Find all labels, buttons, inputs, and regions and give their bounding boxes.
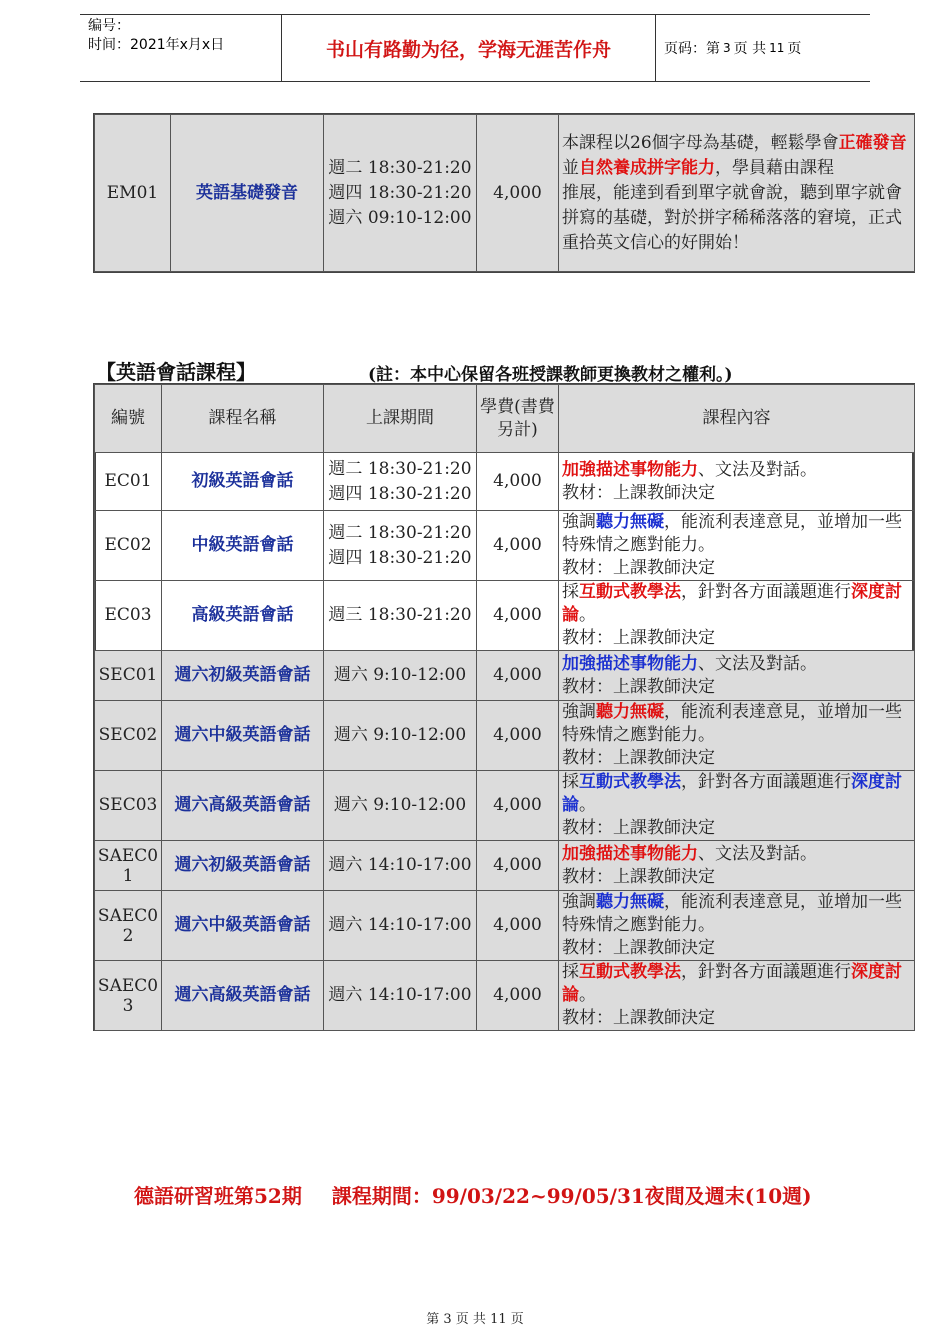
course-code: SEC01 bbox=[95, 651, 162, 701]
course-schedule bbox=[324, 453, 477, 511]
desc-paragraph bbox=[562, 653, 912, 676]
desc-highlight: 深度討論 bbox=[562, 582, 902, 625]
desc-paragraph bbox=[562, 581, 912, 627]
course-code: SEC03 bbox=[95, 771, 162, 841]
header-code: 編號 bbox=[95, 385, 162, 453]
desc-highlight: 加強描述事物能力 bbox=[562, 459, 698, 480]
table-row bbox=[95, 453, 915, 511]
table-row bbox=[95, 891, 915, 961]
table-row bbox=[95, 961, 915, 1031]
desc-paragraph bbox=[562, 701, 912, 747]
desc-text: 、文法及對話。 bbox=[698, 653, 817, 674]
desc-text: 並 bbox=[562, 157, 579, 178]
material-note: 教材：上課教師決定 bbox=[562, 818, 715, 838]
desc-text: ，能流利表達意見，並增加一些特殊情之應對能力。 bbox=[562, 892, 902, 935]
desc-text: ，能流利表達意見，並增加一些特殊情之應對能力。 bbox=[562, 702, 902, 745]
table-row bbox=[95, 511, 915, 581]
conversation-course-table bbox=[94, 384, 915, 1031]
schedule-line: 週六 9:10-12:00 bbox=[333, 795, 467, 815]
desc-paragraph bbox=[562, 843, 912, 866]
course-description bbox=[559, 771, 915, 841]
page-header bbox=[80, 14, 870, 82]
course-fee: 4,000 bbox=[477, 581, 559, 651]
desc-highlight: 聽力無礙 bbox=[596, 512, 664, 532]
desc-paragraph bbox=[562, 961, 912, 1007]
header-fee: 學費(書費另計) bbox=[477, 385, 559, 453]
course-schedule bbox=[324, 115, 477, 272]
table-row bbox=[95, 581, 915, 651]
desc-highlight: 聽力無礙 bbox=[596, 892, 664, 912]
course-fee: 4,000 bbox=[477, 115, 559, 272]
course-name: 週六高級英語會話 bbox=[162, 961, 324, 1031]
course-fee: 4,000 bbox=[477, 771, 559, 841]
footer-mid: 页 共 bbox=[455, 1312, 486, 1327]
course-schedule bbox=[324, 841, 477, 891]
course-fee: 4,000 bbox=[477, 651, 559, 701]
table-header-row bbox=[95, 385, 915, 453]
schedule-line: 週三 18:30-21:20 bbox=[328, 605, 472, 625]
page-current: 3 bbox=[723, 41, 731, 55]
desc-paragraph bbox=[562, 511, 912, 557]
course-code: SAEC01 bbox=[95, 841, 162, 891]
course-name: 週六中級英語會話 bbox=[162, 891, 324, 961]
material-note: 教材：上課教師決定 bbox=[562, 866, 715, 887]
material-note: 教材：上課教師決定 bbox=[562, 482, 715, 503]
section-title: 【英語會話課程】 bbox=[96, 360, 256, 384]
course-description bbox=[559, 651, 915, 701]
course-fee: 4,000 bbox=[477, 891, 559, 961]
schedule-line: 週二 18:30-21:20 bbox=[328, 157, 472, 178]
page-total: 11 bbox=[769, 41, 785, 55]
course-schedule bbox=[324, 771, 477, 841]
course-code: EC02 bbox=[95, 511, 162, 581]
course-description bbox=[559, 453, 915, 511]
desc-text: 採 bbox=[562, 772, 579, 792]
course-name: 高級英語會話 bbox=[162, 581, 324, 651]
desc-highlight: 互動式教學法 bbox=[579, 772, 681, 792]
section-note: (註：本中心保留各班授課教師更換教材之權利。) bbox=[368, 365, 733, 385]
desc-text: 採 bbox=[562, 962, 579, 982]
german-course-title: 德語研習班第52期 bbox=[134, 1184, 302, 1208]
page-suffix: 页 bbox=[787, 41, 802, 57]
course-name: 週六高級英語會話 bbox=[162, 771, 324, 841]
course-description bbox=[559, 891, 915, 961]
desc-text: 、文法及對話。 bbox=[698, 843, 817, 864]
course-fee: 4,000 bbox=[477, 841, 559, 891]
table-row bbox=[95, 841, 915, 891]
desc-text: ，學員藉由課程 bbox=[715, 157, 834, 178]
table-row bbox=[95, 701, 915, 771]
desc-text: 、文法及對話。 bbox=[698, 459, 817, 480]
desc-text: 強調 bbox=[562, 702, 596, 722]
footer-total: 11 bbox=[490, 1312, 507, 1327]
header-page-info bbox=[656, 15, 870, 81]
material-note: 教材：上課教師決定 bbox=[562, 558, 715, 578]
desc-text: 強調 bbox=[562, 512, 596, 532]
header-name: 課程名稱 bbox=[162, 385, 324, 453]
course-schedule bbox=[324, 511, 477, 581]
course-description bbox=[559, 581, 915, 651]
course-fee: 4,000 bbox=[477, 961, 559, 1031]
desc-paragraph bbox=[562, 891, 912, 937]
desc-paragraph bbox=[562, 459, 912, 482]
desc-text: 強調 bbox=[562, 892, 596, 912]
desc-text: 採 bbox=[562, 582, 579, 602]
desc-highlight: 聽力無礙 bbox=[596, 702, 664, 722]
schedule-line: 週六 14:10-17:00 bbox=[328, 985, 472, 1005]
desc-text: ，針對各方面議題進行 bbox=[681, 582, 851, 602]
course-name: 週六中級英語會話 bbox=[162, 701, 324, 771]
course-schedule bbox=[324, 651, 477, 701]
desc-highlight: 正確發音 bbox=[838, 132, 907, 153]
footer-current: 3 bbox=[443, 1312, 452, 1327]
material-note: 教材：上課教師決定 bbox=[562, 938, 715, 958]
course-code: SAEC03 bbox=[95, 961, 162, 1031]
desc-text: 。 bbox=[579, 985, 596, 1005]
course-description bbox=[559, 511, 915, 581]
schedule-line: 週四 18:30-21:20 bbox=[328, 483, 472, 504]
course-name: 週六初級英語會話 bbox=[162, 841, 324, 891]
course-name: 週六初級英語會話 bbox=[162, 651, 324, 701]
schedule-line: 週二 18:30-21:20 bbox=[328, 458, 472, 479]
desc-highlight: 深度討論 bbox=[562, 962, 902, 1005]
desc-text: 推展，能達到看到單字就會說，聽到單字就會拼寫的基礎，對於拼字稀稀落落的窘境，正式重拾英文信心的好開始！ bbox=[562, 182, 902, 253]
schedule-line: 週四 18:30-21:20 bbox=[328, 182, 472, 203]
course-code: EC01 bbox=[95, 453, 162, 511]
course-schedule bbox=[324, 701, 477, 771]
header-period: 上課期間 bbox=[324, 385, 477, 453]
footer-suffix: 页 bbox=[510, 1312, 524, 1327]
schedule-line: 週六 9:10-12:00 bbox=[333, 665, 467, 685]
desc-highlight: 互動式教學法 bbox=[579, 582, 681, 602]
course-code: SEC02 bbox=[95, 701, 162, 771]
german-course-line bbox=[134, 1180, 812, 1209]
course-schedule bbox=[324, 961, 477, 1031]
header-meta bbox=[80, 15, 282, 81]
desc-highlight: 互動式教學法 bbox=[579, 962, 681, 982]
course-description bbox=[559, 115, 915, 272]
material-note: 教材：上課教師決定 bbox=[562, 676, 715, 697]
table-row bbox=[95, 115, 915, 272]
course-name: 中級英語會話 bbox=[162, 511, 324, 581]
time-label: 时间：2021年x月x日 bbox=[88, 37, 225, 53]
header-content: 課程內容 bbox=[559, 385, 915, 453]
desc-text: ，能流利表達意見，並增加一些特殊情之應對能力。 bbox=[562, 512, 902, 555]
course-code: EC03 bbox=[95, 581, 162, 651]
schedule-line: 週四 18:30-21:20 bbox=[328, 547, 472, 568]
desc-text: 。 bbox=[579, 795, 596, 815]
course-code: EM01 bbox=[95, 115, 171, 272]
german-course-period: 課程期間：99/03/22~99/05/31夜間及週末(10週) bbox=[331, 1184, 812, 1208]
table-row bbox=[95, 771, 915, 841]
serial-label: 编号： bbox=[88, 18, 130, 34]
table-row bbox=[95, 651, 915, 701]
schedule-line: 週六 09:10-12:00 bbox=[328, 207, 472, 228]
desc-text: 。 bbox=[579, 605, 596, 625]
course-fee: 4,000 bbox=[477, 511, 559, 581]
material-note: 教材：上課教師決定 bbox=[562, 628, 715, 648]
footer-prefix: 第 bbox=[426, 1312, 440, 1327]
course-name: 初級英語會話 bbox=[162, 453, 324, 511]
em-course-table bbox=[94, 114, 915, 272]
material-note: 教材：上課教師決定 bbox=[562, 748, 715, 768]
desc-highlight: 加強描述事物能力 bbox=[562, 653, 698, 674]
desc-text: ，針對各方面議題進行 bbox=[681, 772, 851, 792]
schedule-line: 週六 9:10-12:00 bbox=[333, 725, 467, 745]
course-schedule bbox=[324, 581, 477, 651]
header-motto: 书山有路勤为径，学海无涯苦作舟 bbox=[282, 15, 656, 81]
desc-text: ，針對各方面議題進行 bbox=[681, 962, 851, 982]
page-mid: 页 共 bbox=[733, 41, 767, 57]
desc-text: 本課程以26個字母為基礎，輕鬆學會 bbox=[562, 132, 839, 153]
course-code: SAEC02 bbox=[95, 891, 162, 961]
page-footer bbox=[0, 1308, 950, 1327]
desc-highlight: 自然養成拼字能力 bbox=[579, 157, 715, 178]
desc-highlight: 加強描述事物能力 bbox=[562, 843, 698, 864]
desc-paragraph bbox=[562, 771, 912, 817]
course-name: 英語基礎發音 bbox=[171, 115, 324, 272]
course-schedule bbox=[324, 891, 477, 961]
course-description bbox=[559, 961, 915, 1031]
schedule-line: 週二 18:30-21:20 bbox=[328, 522, 472, 543]
course-description bbox=[559, 701, 915, 771]
schedule-line: 週六 14:10-17:00 bbox=[328, 915, 472, 935]
schedule-line: 週六 14:10-17:00 bbox=[328, 855, 472, 875]
course-fee: 4,000 bbox=[477, 701, 559, 771]
course-description bbox=[559, 841, 915, 891]
course-fee: 4,000 bbox=[477, 453, 559, 511]
page-prefix: 页码：第 bbox=[664, 41, 720, 57]
material-note: 教材：上課教師決定 bbox=[562, 1008, 715, 1028]
desc-highlight: 深度討論 bbox=[562, 772, 902, 815]
